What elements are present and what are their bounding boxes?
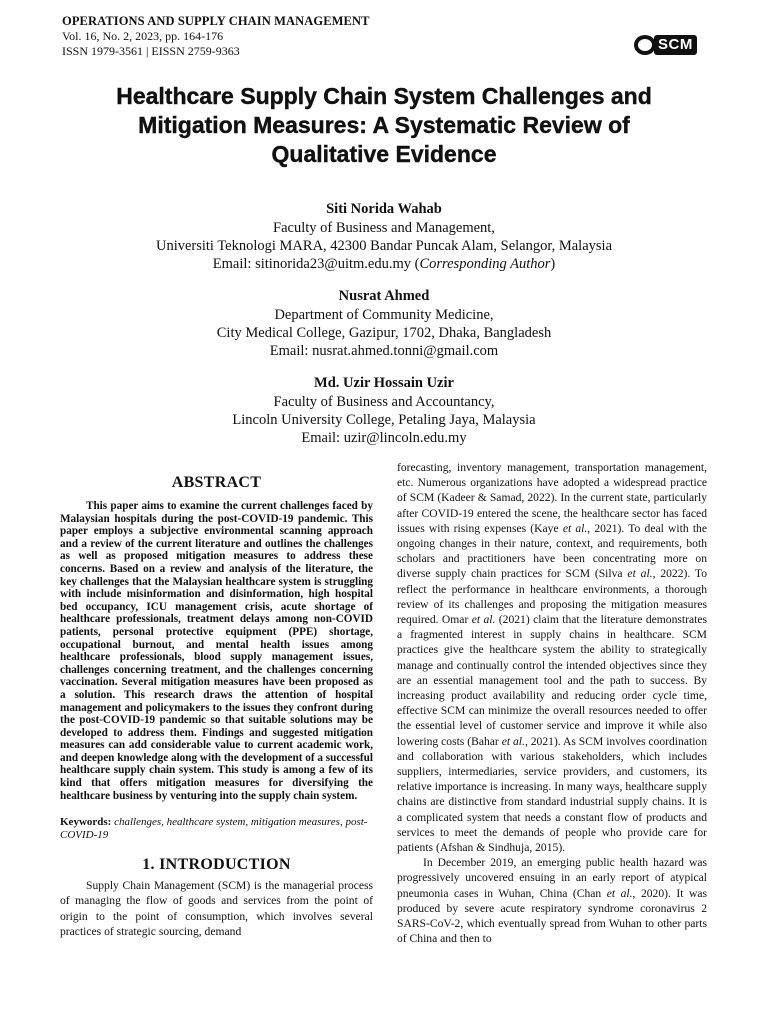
author-email: Email: nusrat.ahmed.tonni@gmail.com <box>269 343 499 359</box>
citation-et-al: et al. <box>471 613 496 627</box>
title-line-3: Qualitative Evidence <box>271 141 497 167</box>
left-column <box>60 474 373 939</box>
keywords <box>60 816 373 842</box>
introduction-heading: 1. INTRODUCTION <box>142 856 291 874</box>
oscm-logo <box>634 34 712 56</box>
text-run: In December 2019, an emerging public health hazard was progressively uncovered ensuing in an early report of atypical pneumonia cases in Wuhan, China (Chan <box>397 856 707 900</box>
text-run: , 2020). It was produced by severe acute respiratory syndrome coronavirus 2 SARS-CoV-2, which eventually spread from Wuhan to other parts of China and then to <box>397 886 708 946</box>
journal-issn: ISSN 1979-3561 | EISSN 2759-9363 <box>62 44 240 58</box>
citation-et-al: et al. <box>501 734 525 748</box>
citation-et-al: et al. <box>606 886 633 900</box>
journal-header <box>62 14 712 66</box>
author-affiliation: Universiti Teknologi MARA, 42300 Bandar Puncak Alam, Selangor, Malaysia <box>155 238 613 254</box>
keywords-label: Keywords: <box>60 816 112 829</box>
author-list <box>60 200 708 461</box>
text-run: , 2022). To reflect the performance in healthcare environments, a thorough review of its challenges and proposing the mitigation measures required. Omar <box>397 567 707 627</box>
author-affiliation: Faculty of Business and Management, <box>273 220 495 236</box>
author-affiliation: Lincoln University College, Petaling Jaya, Malaysia <box>232 412 536 428</box>
keywords-text: challenges, healthcare system, mitigation measures, post-COVID-19 <box>60 816 368 842</box>
journal-volume: Vol. 16, No. 2, 2023, pp. 164-176 <box>62 29 224 43</box>
author-block <box>60 200 708 273</box>
author-block <box>60 287 708 360</box>
author-email-suffix: ) <box>550 256 556 272</box>
text-run: (2021) claim that the literature demonstrates a fragmented interest in supply chains in healthcare. SCM practices give the healthcare system the ability to strategically manage and continually control the intended objectives since they are an essential management tool and the path to success. By increasing product availability and reducing order cycle time, effective SCM can minimize the overall resources needed to offer the essential level of customer service and improve it while also lowering costs (Bahar <box>397 613 707 748</box>
text-run: forecasting, inventory management, transportation management, etc. Numerous organizations have adopted a widespread practice of SCM (Kadeer & Samad, 2022). In the current state, particularly after COVID-19 entered the scene, the healthcare sector has faced issues with rising expenses (Kaye <box>397 461 707 535</box>
author-affiliation: Department of Community Medicine, <box>274 307 494 323</box>
logo-circle-icon <box>634 35 656 55</box>
author-name: Nusrat Ahmed <box>338 288 430 304</box>
introduction-body: Supply Chain Management (SCM) is the managerial process of managing the flow of goods and services from the point of origin to the point of consumption, which involves several practices of strategic sourcing, demand <box>60 879 373 938</box>
title-line-1: Healthcare Supply Chain System Challenges and <box>116 83 652 109</box>
author-name: Siti Norida Wahab <box>326 201 442 217</box>
abstract-heading: ABSTRACT <box>171 474 262 491</box>
corresponding-author-note: Corresponding Author <box>419 256 551 272</box>
journal-name: OPERATIONS AND SUPPLY CHAIN MANAGEMENT <box>62 14 370 28</box>
author-name: Md. Uzir Hossain Uzir <box>314 375 454 391</box>
citation-et-al: et al. <box>562 521 588 535</box>
citation-et-al: et al. <box>627 567 653 581</box>
author-email <box>60 255 708 273</box>
author-affiliation: Faculty of Business and Accountancy, <box>273 394 495 410</box>
author-block <box>60 374 708 447</box>
right-column <box>397 460 707 947</box>
text-run: , 2021). As SCM involves coordination and collaboration with various stakeholders, which includes suppliers, intermediaries, service providers, and customers, its relative importance is increasing. In many ways, healthcare supply chains are distinctive from standard industrial supply chains. It is a complicated system that needs a constant flow of products and services to meet the demands of people who provide care for patients (Afshan & Sindhuja, 2015). <box>397 734 708 855</box>
title-line-2: Mitigation Measures: A Systematic Review of <box>138 112 630 138</box>
body-paragraph <box>397 855 707 946</box>
abstract-body: This paper aims to examine the current challenges faced by Malaysian hospitals during the post-COVID-19 pandemic. This paper employs a subjective environmental scanning approach and a review of the current literature and outlines the challenges as well as proposed mitigation measures to address these concerns. Based on a review and analysis of the literature, the key challenges that the Malaysian healthcare system is struggling with include misinformation and disinformation, high hospital bed occupancy, ICU management crisis, acute shortage of healthcare professionals, treatment delays among non-COVID patients, personal protective equipment (PPE) shortage, occupational burnout, and mental health issues among healthcare professionals, blood supply management issues, challenges concerning treatment, and the challenges concerning vaccination. Several mitigation measures have been proposed as a solution. This research draws the attention of hospital management and policymakers to the issues they confront during the post-COVID-19 pandemic so that suitable solutions may be developed to address them. Findings and suggested mitigation measures can add considerable value to current academic work, and deepen knowledge along with the development of a successful healthcare supply chain system. This study is among a few of its kind that offers mitigation measures for diversifying the healthcare business by venturing into the supply chain system. <box>60 500 373 802</box>
author-affiliation: City Medical College, Gazipur, 1702, Dhaka, Bangladesh <box>216 325 552 341</box>
paper-title <box>60 82 708 169</box>
body-paragraph <box>397 460 707 855</box>
author-email-text: Email: sitinorida23@uitm.edu.my ( <box>212 256 420 272</box>
text-run: , 2021). To deal with the ongoing changes in their nature, context, and requirements, both scholars and practitioners have been concentrating more on diverse supply chain practices for SCM (Silva <box>397 521 707 581</box>
logo-text: SCM <box>654 35 697 55</box>
author-email: Email: uzir@lincoln.edu.my <box>301 430 467 446</box>
